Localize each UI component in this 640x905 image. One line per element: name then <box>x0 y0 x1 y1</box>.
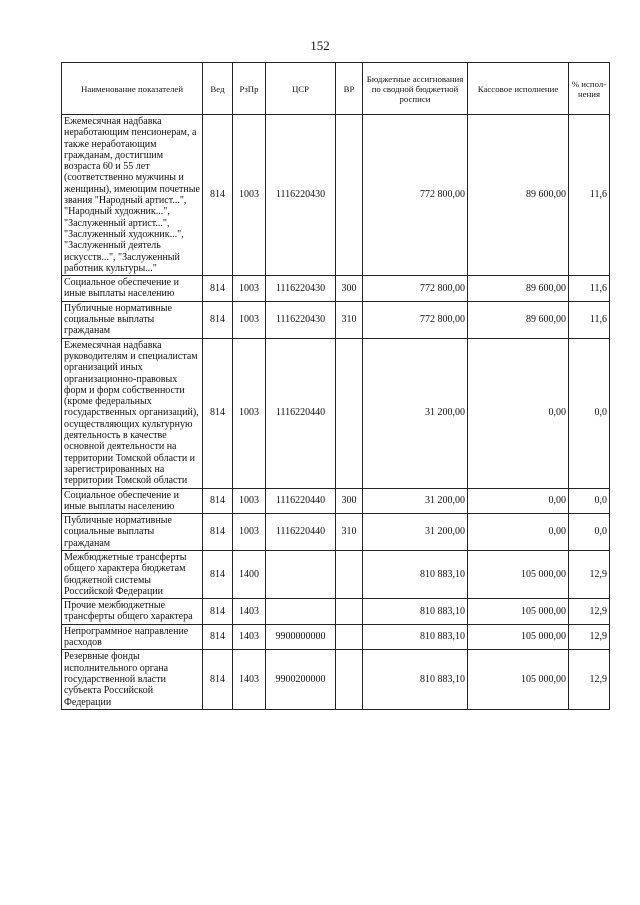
table-row <box>62 115 610 276</box>
table-header-row <box>62 63 610 115</box>
row-name: Социальное обеспечение и иные выплаты населению <box>62 488 203 514</box>
row-vr: 300 <box>336 488 363 514</box>
row-cash: 105 000,00 <box>468 624 569 650</box>
row-csr: 1116220430 <box>266 276 336 302</box>
row-rzpr: 1403 <box>233 599 266 625</box>
row-rzpr: 1003 <box>233 301 266 338</box>
row-assignments: 810 883,10 <box>363 650 468 709</box>
table-row <box>62 488 610 514</box>
row-assignments: 810 883,10 <box>363 599 468 625</box>
row-name: Прочие межбюджетные трансферты общего характера <box>62 599 203 625</box>
row-cash: 0,00 <box>468 514 569 551</box>
row-ved: 814 <box>203 550 233 598</box>
row-cash: 105 000,00 <box>468 599 569 625</box>
table-row <box>62 599 610 625</box>
row-cash: 0,00 <box>468 338 569 488</box>
row-assignments: 31 200,00 <box>363 514 468 551</box>
row-assignments: 810 883,10 <box>363 550 468 598</box>
row-assignments: 31 200,00 <box>363 338 468 488</box>
budget-table <box>61 62 610 710</box>
row-ved: 814 <box>203 115 233 276</box>
row-csr: 1116220430 <box>266 115 336 276</box>
row-name: Публичные нормативные социальные выплаты гражданам <box>62 514 203 551</box>
table-row <box>62 514 610 551</box>
table-row <box>62 550 610 598</box>
row-csr: 1116220430 <box>266 301 336 338</box>
row-percent: 12,9 <box>569 550 610 598</box>
row-rzpr: 1003 <box>233 488 266 514</box>
row-csr: 9900000000 <box>266 624 336 650</box>
header-ved: Вед <box>203 63 233 115</box>
row-percent: 12,9 <box>569 624 610 650</box>
row-ved: 814 <box>203 514 233 551</box>
row-csr: 9900200000 <box>266 650 336 709</box>
row-csr: 1116220440 <box>266 338 336 488</box>
row-percent: 0,0 <box>569 488 610 514</box>
row-assignments: 810 883,10 <box>363 624 468 650</box>
row-rzpr: 1400 <box>233 550 266 598</box>
row-vr <box>336 115 363 276</box>
row-ved: 814 <box>203 276 233 302</box>
page-number: 152 <box>310 38 330 53</box>
row-rzpr: 1003 <box>233 338 266 488</box>
row-percent: 11,6 <box>569 301 610 338</box>
row-name: Резервные фонды исполнительного органа государственной власти субъекта Российской Федерации <box>62 650 203 709</box>
row-name: Социальное обеспечение и иные выплаты населению <box>62 276 203 302</box>
table-row <box>62 301 610 338</box>
row-ved: 814 <box>203 301 233 338</box>
row-csr: 1116220440 <box>266 514 336 551</box>
row-csr <box>266 599 336 625</box>
row-vr <box>336 338 363 488</box>
row-rzpr: 1003 <box>233 276 266 302</box>
row-vr <box>336 650 363 709</box>
row-cash: 89 600,00 <box>468 301 569 338</box>
row-name: Ежемесячная надбавка неработающим пенсионерам, а также неработающим гражданам, достигшим возраста 60 и 55 лет (соответственно мужчины и женщины), имеющим почетные звания "Народный артист...", "Народный художник...", "Заслуженный артист...", "Заслуженный художник...", "Заслуженный деятель искусств...", "Заслуженный работник культуры..." <box>62 115 203 276</box>
row-percent: 0,0 <box>569 338 610 488</box>
row-rzpr: 1403 <box>233 650 266 709</box>
row-ved: 814 <box>203 624 233 650</box>
header-name: Наименование показателей <box>62 63 203 115</box>
row-cash: 105 000,00 <box>468 550 569 598</box>
row-name: Публичные нормативные социальные выплаты гражданам <box>62 301 203 338</box>
row-cash: 89 600,00 <box>468 276 569 302</box>
row-rzpr: 1403 <box>233 624 266 650</box>
header-percent: % испол-нения <box>569 63 610 115</box>
row-name: Межбюджетные трансферты общего характера бюджетам бюджетной системы Российской Федерации <box>62 550 203 598</box>
row-vr <box>336 550 363 598</box>
row-ved: 814 <box>203 650 233 709</box>
table-row <box>62 276 610 302</box>
row-cash: 0,00 <box>468 488 569 514</box>
row-csr: 1116220440 <box>266 488 336 514</box>
header-vr: ВР <box>336 63 363 115</box>
row-vr: 300 <box>336 276 363 302</box>
row-rzpr: 1003 <box>233 514 266 551</box>
row-cash: 105 000,00 <box>468 650 569 709</box>
row-percent: 11,6 <box>569 115 610 276</box>
row-ved: 814 <box>203 488 233 514</box>
row-assignments: 772 800,00 <box>363 301 468 338</box>
header-rzpr: РзПр <box>233 63 266 115</box>
header-cash: Кассовое исполнение <box>468 63 569 115</box>
row-percent: 0,0 <box>569 514 610 551</box>
row-percent: 12,9 <box>569 650 610 709</box>
row-assignments: 31 200,00 <box>363 488 468 514</box>
row-name: Ежемесячная надбавка руководителям и специалистам организаций иных организационно-правовых форм и форм собственности (кроме федеральных государственных организаций), осуществляющих культурную деятельность в качестве основной деятельности на территории Томской области и зарегистрированных на территории Томской области <box>62 338 203 488</box>
row-vr <box>336 624 363 650</box>
row-vr: 310 <box>336 514 363 551</box>
header-assignments: Бюджетные ассигнования по сводной бюджетной росписи <box>363 63 468 115</box>
row-name: Непрограммное направление расходов <box>62 624 203 650</box>
row-percent: 12,9 <box>569 599 610 625</box>
row-assignments: 772 800,00 <box>363 276 468 302</box>
row-percent: 11,6 <box>569 276 610 302</box>
table-row <box>62 338 610 488</box>
table-row <box>62 650 610 709</box>
row-vr: 310 <box>336 301 363 338</box>
row-ved: 814 <box>203 338 233 488</box>
row-vr <box>336 599 363 625</box>
row-ved: 814 <box>203 599 233 625</box>
table-row <box>62 624 610 650</box>
header-csr: ЦСР <box>266 63 336 115</box>
row-csr <box>266 550 336 598</box>
row-assignments: 772 800,00 <box>363 115 468 276</box>
row-cash: 89 600,00 <box>468 115 569 276</box>
row-rzpr: 1003 <box>233 115 266 276</box>
